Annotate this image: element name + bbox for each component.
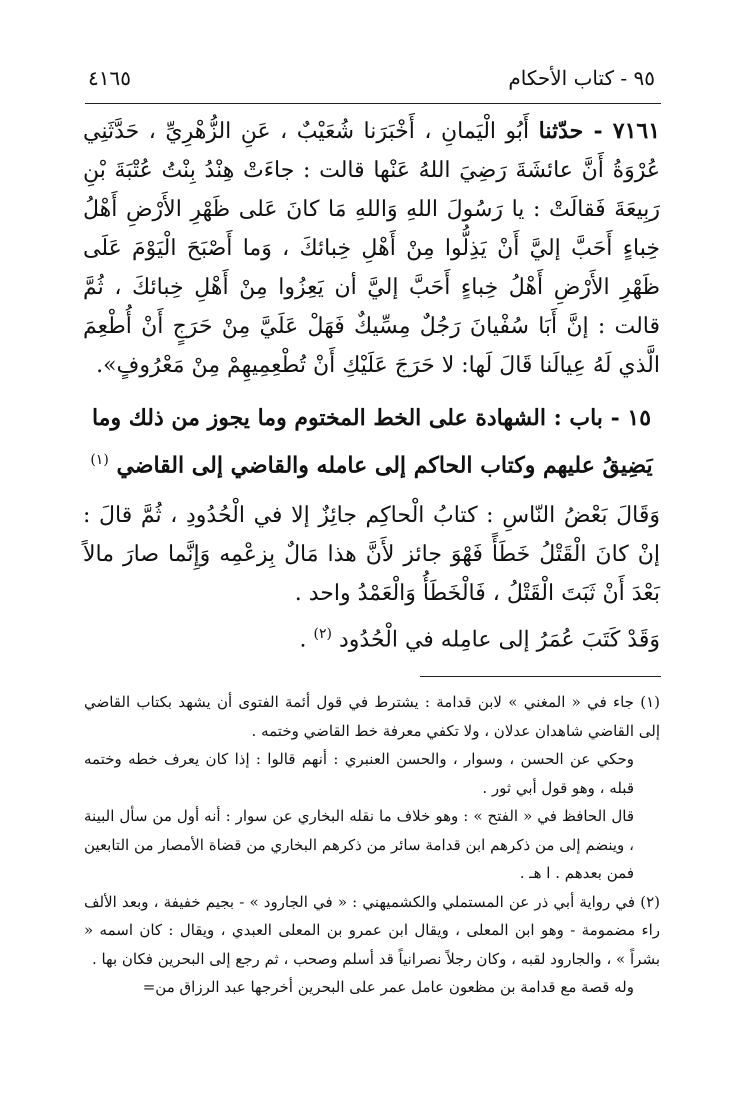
footnote-2-continued: وله قصة مع قدامة بن مظعون عامل عمر على البحرين أخرجها عبد الرزاق من=	[142, 978, 634, 996]
main-text	[83, 112, 660, 660]
paragraph-2-end: .	[299, 627, 314, 653]
footnote-divider	[420, 676, 661, 677]
footnote-2: (٢) في رواية أبي ذر عن المستملي والكشميهني : « في الجارود » - بجيم خفيفة ، وبعد الألف راء مضمومة - وهو ابن المعلى ، ويقال ابن عمرو بن المعلى العبدي ، ويقال : كان اسمه « بشراً » ، والجارود لقبه ، وكان رجلاً نصرانياً قد أسلم وصحب ، ثم رجع إلى البحرين فكان بها .	[84, 892, 660, 968]
chapter-footnote-ref: (١)	[90, 452, 109, 468]
hadith-number: ٧١٦١ - حدّثنا	[538, 118, 661, 144]
chapter-title: ١٥ - باب : الشهادة على الخط المختوم وما يجوز من ذلك وما يَضِيقُ عليهم وكتاب الحاكم إلى عامله والقاضي إلى القاضي	[91, 405, 653, 479]
paragraph-2-footnote-ref: (٢)	[313, 626, 332, 643]
page-header	[88, 58, 655, 98]
page-number: ٤١٦٥	[88, 66, 131, 90]
running-title: ٩٥ - كتاب الأحكام	[508, 66, 655, 90]
header-divider	[85, 103, 661, 104]
paragraph-2	[83, 615, 660, 659]
hadith-text: أَبُو الْيَمانِ ، أَخْبَرَنا شُعَيْبٌ ، عَنِ الزُّهْرِيِّ ، حَدَّثَنِي عُرْوَةُ أَنَّ عائشَةَ رَضِيَ اللهُ عَنْها قالت : جاءَتْ هِنْدُ بِنْتُ عُتْبَةَ بْنِ رَبِيعَةَ فَقالَتْ : يا رَسُولَ اللهِ وَاللهِ مَا كانَ عَلى ظَهْرِ الأَرْضِ أَهْلُ خِباءٍ أَحَبَّ إليَّ أَنْ يَذِلُّوا مِنْ أَهْلِ خِبائكَ ، وَما أَصْبَحَ الْيَوْمَ عَلَى ظَهْرِ الأَرْضِ أَهْلُ خِباءٍ أَحَبَّ إليَّ أن يَعِزُوا مِنْ أَهْلِ خِبائكَ ، ثُمَّ قالت : إنَّ أَبَا سُفْيانَ رَجُلٌ مِسِّيكٌ فَهَلْ عَلَيَّ مِنْ حَرَجٍ أَنْ أُطْعِمَ الَّذي لَهُ عِيالَنا قَالَ لَها: لا حَرَجَ عَلَيْكِ أَنْ تُطْعِمِيهِمْ مِنْ مَعْرُوفٍ».	[83, 119, 660, 378]
chapter-heading	[83, 397, 660, 486]
paragraph-2-text: وَقَدْ كَتَبَ عُمَرُ إلى عامِله في الْحُدُود	[338, 627, 660, 653]
footnote-1-continued: وحكي عن الحسن ، وسوار ، والحسن العنبري : أنهم قالوا : إذا كان يعرف خطه وختمه قبله ، وهو قول أبي ثور .	[84, 750, 634, 797]
footnotes	[84, 688, 660, 1002]
footnote-1-continued: قال الحافظ في « الفتح » : وهو خلاف ما نقله البخاري عن سوار : أنه أول من سأل البينة ، وينضم إلى من ذكرهم ابن قدامة سائر من ذكرهم البخاري من قضاة الأمصار من التابعين فمن بعدهم . ا هـ .	[84, 807, 634, 882]
hadith-paragraph	[83, 112, 660, 385]
footnote-1: (١) جاء في « المغني » لابن قدامة : يشترط في قول أئمة الفتوى أن يشهد بكتاب القاضي إلى القاضي شاهدان عدلان ، ولا تكفي معرفة خط القاضي وختمه .	[84, 693, 660, 740]
paragraph-1: وَقَالَ بَعْضُ النّاسِ : كتابُ الْحاكِم جائِزٌ إلا في الْحُدُودِ ، ثُمَّ قالَ : إنْ كانَ الْقَتْلُ خَطَأً فَهْوَ جائز لأَنَّ هذا مَالٌ بِزعْمِه وَإِنَّما صارَ مالاً بَعْدَ أَنْ ثَبَتَ الْقَتْلُ ، فَالْخَطَأُ وَالْعَمْدُ واحد .	[83, 503, 660, 607]
